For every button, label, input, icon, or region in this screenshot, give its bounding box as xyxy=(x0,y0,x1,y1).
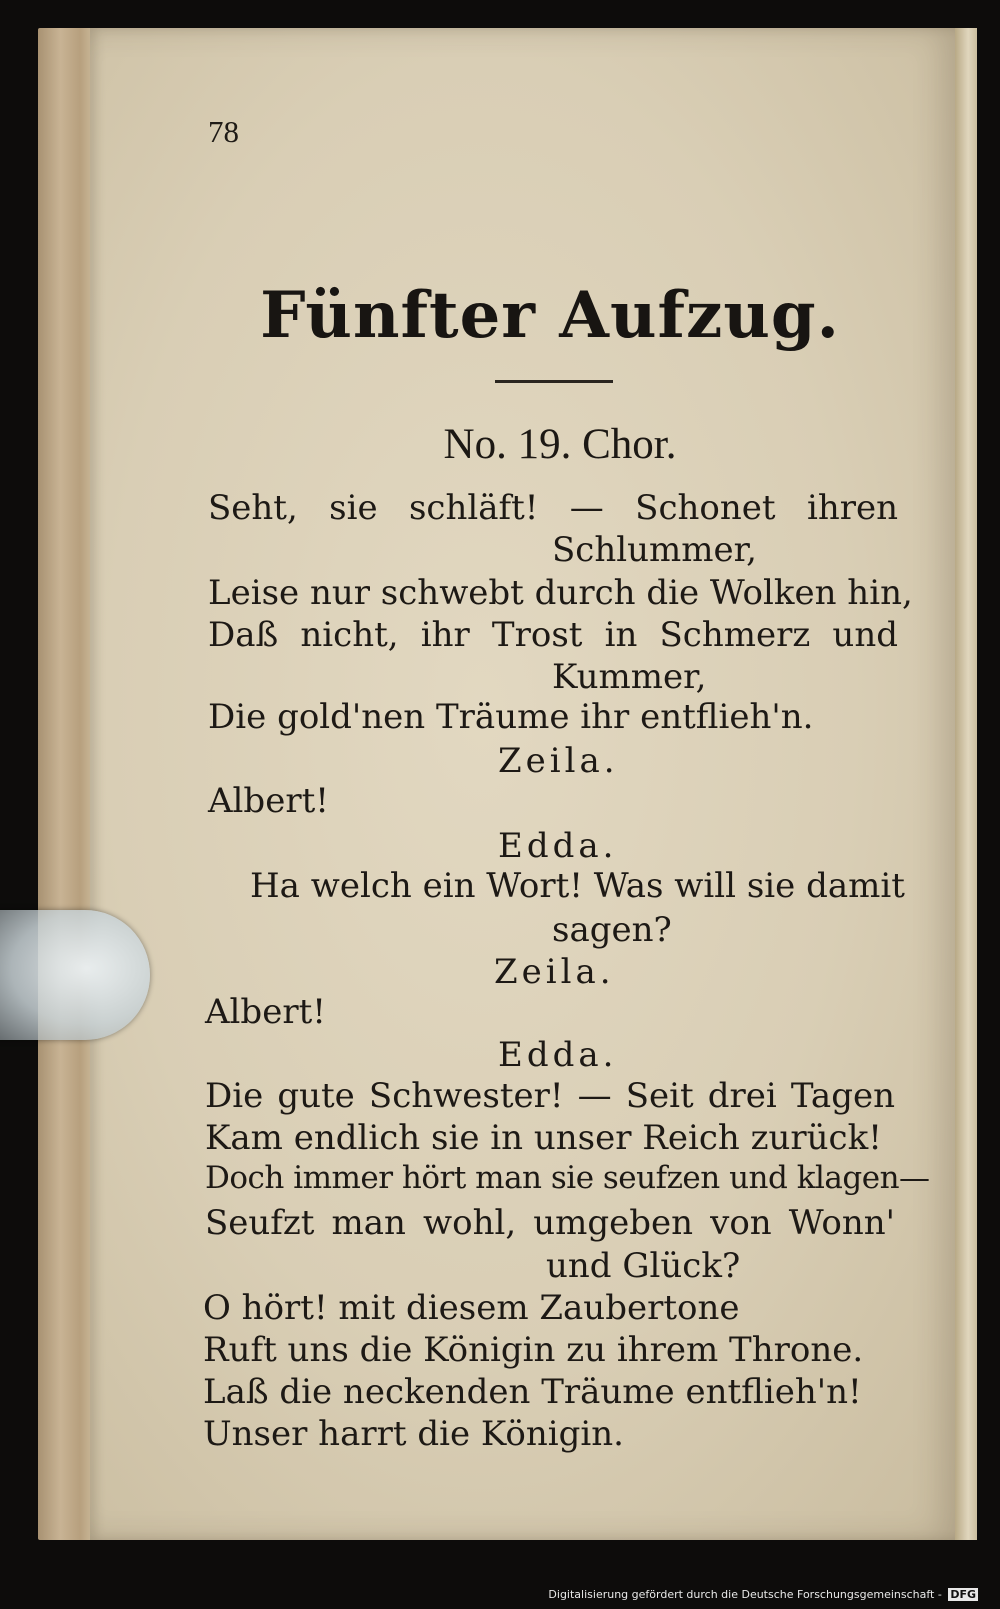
verse-line-continuation: sagen? xyxy=(552,910,672,950)
verse-line: Doch immer hört man sie seufzen und klagen— xyxy=(205,1160,930,1196)
verse-line: Unser harrt die Königin. xyxy=(203,1414,624,1454)
verse-line-continuation: Schlummer, xyxy=(552,530,757,570)
title-divider xyxy=(495,380,613,383)
facing-page-edge xyxy=(955,28,977,1540)
verse-line: Seht, sie schläft! — Schonet ihren xyxy=(208,488,898,528)
verse-line: Ruft uns die Königin zu ihrem Throne. xyxy=(203,1330,864,1370)
speaker-name: Edda. xyxy=(498,1035,618,1075)
speaker-name: Edda. xyxy=(498,826,618,866)
scanner-clamp xyxy=(0,910,150,1040)
speaker-name: Zeila. xyxy=(494,952,615,992)
verse-line-continuation: Kummer, xyxy=(552,657,707,697)
verse-line: Seufzt man wohl, umgeben von Wonn' xyxy=(205,1203,895,1243)
verse-line: Albert! xyxy=(205,992,326,1032)
verse-line-continuation: und Glück? xyxy=(546,1246,741,1286)
section-heading: No. 19. Chor. xyxy=(443,421,677,468)
verse-line: Die gold'nen Träume ihr entflieh'n. xyxy=(208,697,814,737)
verse-line: Ha welch ein Wort! Was will sie damit xyxy=(250,866,905,906)
verse-line: Daß nicht, ihr Trost in Schmerz und xyxy=(208,615,898,655)
digitization-credit xyxy=(548,1588,978,1601)
verse-line: Die gute Schwester! — Seit drei Tagen xyxy=(205,1076,895,1116)
credit-text: Digitalisierung gefördert durch die Deutsche Forschungsgemeinschaft - xyxy=(548,1588,942,1601)
dfg-logo: DFG xyxy=(950,1588,976,1601)
verse-line: Kam endlich sie in unser Reich zurück! xyxy=(205,1118,882,1158)
verse-line: Laß die neckenden Träume entflieh'n! xyxy=(203,1372,862,1412)
verse-line: O hört! mit diesem Zaubertone xyxy=(203,1288,740,1328)
act-title: Fünfter Aufzug. xyxy=(260,278,840,353)
verse-line: Albert! xyxy=(208,781,329,821)
speaker-name: Zeila. xyxy=(498,741,619,781)
verse-line: Leise nur schwebt durch die Wolken hin, xyxy=(208,573,913,613)
book-edge-left xyxy=(38,28,94,1540)
page-number: 78 xyxy=(208,114,239,149)
